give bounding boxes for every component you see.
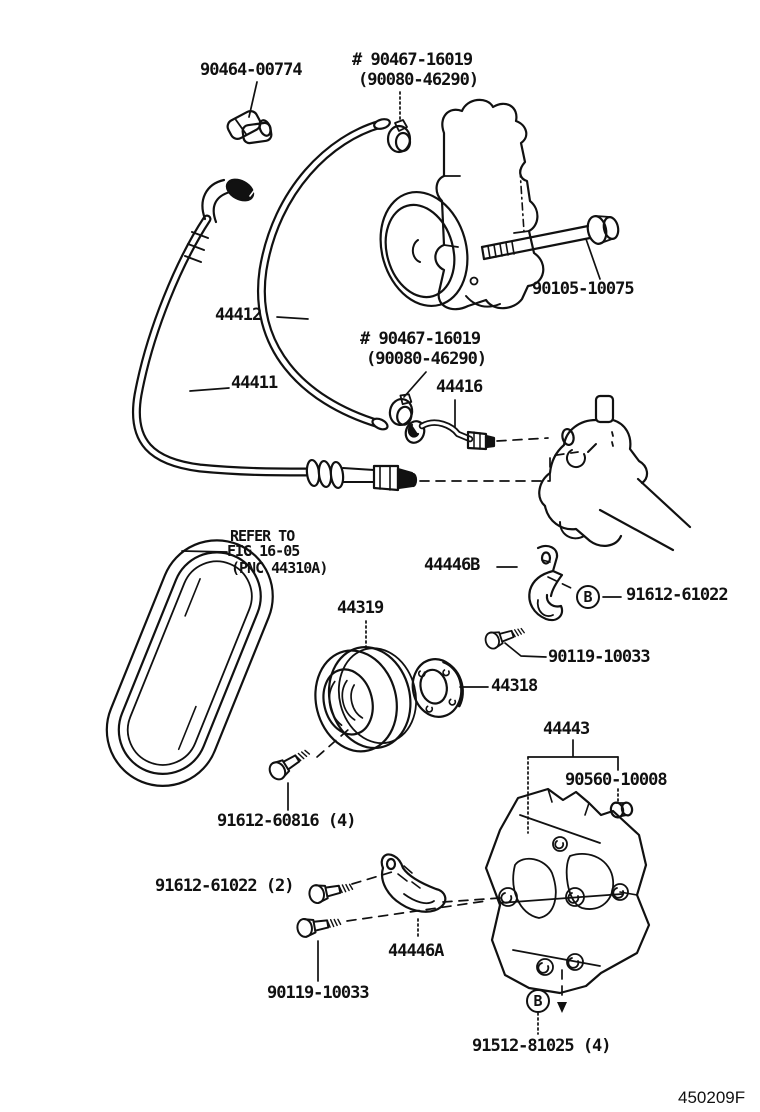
return-hose-44412 (261, 118, 390, 432)
bolt-91612-61022 (308, 878, 354, 905)
label-90119-10033-upper: 90119-10033 (548, 647, 650, 667)
label-91612-61022-2: 91612-61022 (2) (155, 876, 294, 896)
bracket-44443 (486, 789, 649, 993)
bolt-bosses (499, 837, 628, 975)
leader-44443-bracket (528, 740, 618, 757)
steering-gear (539, 396, 690, 550)
label-pnc-44310a: (PNC 44310A) (231, 559, 328, 577)
label-90464-00774: 90464-00774 (200, 60, 302, 80)
label-90119-10033-lower: 90119-10033 (267, 983, 369, 1003)
bolt-91612-60816 (267, 744, 313, 782)
label-44446b: 44446B (424, 555, 480, 575)
leader-44411 (190, 388, 229, 391)
tube-44416 (403, 419, 494, 449)
rack-tube (600, 479, 690, 550)
hose-collar (306, 459, 345, 488)
label-44411: 44411 (231, 373, 278, 393)
callout-b-lower: B (526, 989, 550, 1013)
label-90467-16019-mid: # 90467-16019 (360, 329, 481, 349)
leader-90119-upper (505, 643, 546, 657)
bracket-44446a (382, 854, 446, 911)
plate-44318 (407, 654, 467, 721)
label-fig-16-05: FIG 16-05 (227, 542, 300, 560)
label-44412: 44412 (215, 305, 262, 325)
label-91512-81025: 91512-81025 (4) (472, 1036, 611, 1056)
bracket-44446b (529, 546, 562, 620)
hose-fitting-bottom (374, 466, 416, 490)
label-90560-10008: 90560-10008 (565, 770, 667, 790)
dash-bolt-to-44446a (352, 872, 392, 884)
leader-90467-mid (404, 372, 426, 397)
figure-code: 450209F (678, 1088, 746, 1107)
label-refer-to: REFER TO (230, 527, 295, 545)
dash-44446a-to-44443 (443, 898, 500, 902)
hose-fitting-top (223, 175, 256, 204)
clamp-90464 (225, 109, 272, 144)
bolt-90119-lower (296, 913, 342, 938)
callout-b-upper: B (576, 585, 600, 609)
label-91612-61022: 91612-61022 (626, 585, 728, 605)
label-91612-60816: 91612-60816 (4) (217, 811, 356, 831)
clamp-90467-top (388, 120, 410, 152)
bolt-90119-upper (484, 623, 527, 651)
dash-44416-to-gear (497, 438, 548, 441)
pump-assembly (368, 100, 544, 316)
label-90080-46290-mid: (90080-46290) (366, 349, 487, 369)
leader-90105 (586, 239, 600, 279)
label-90080-46290-top: (90080-46290) (358, 70, 479, 90)
dotted-leaders (366, 92, 618, 1034)
label-44416: 44416 (436, 377, 483, 397)
label-90105-10075: 90105-10075 (532, 279, 634, 299)
label-90467-16019-top: # 90467-16019 (352, 50, 473, 70)
label-44446a: 44446A (388, 941, 444, 961)
label-44318: 44318 (491, 676, 538, 696)
hose-open-end-top (373, 118, 391, 131)
hose-open-end-bottom (371, 417, 389, 432)
bolt-90105 (482, 214, 620, 259)
pulley-44319 (305, 637, 427, 760)
arrowhead (557, 1002, 567, 1013)
label-44319: 44319 (337, 598, 384, 618)
leader-44412 (277, 317, 308, 319)
label-44443: 44443 (543, 719, 590, 739)
